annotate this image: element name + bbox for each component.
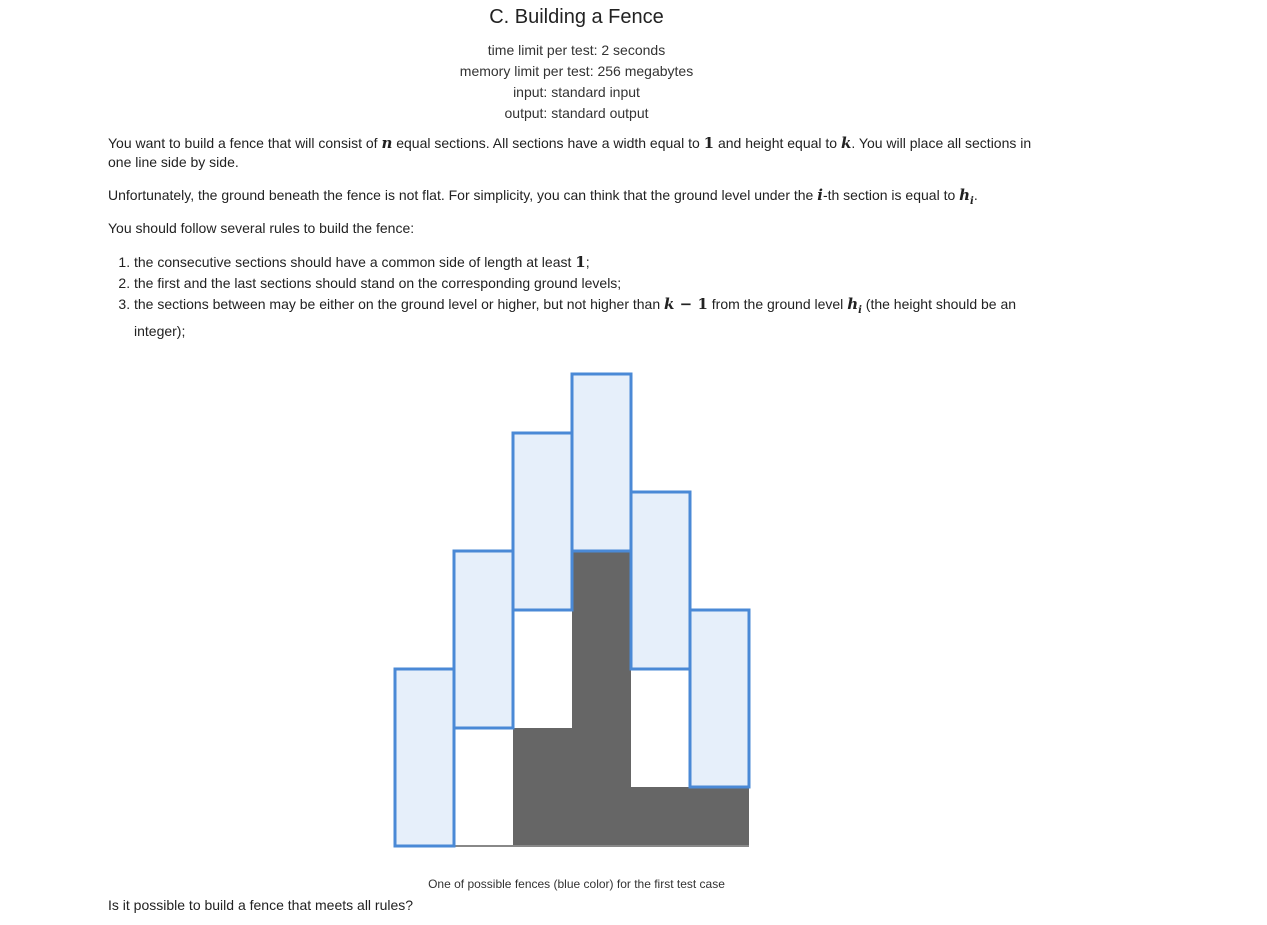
fence-section	[513, 433, 572, 610]
text-run: the sections between may be either on the ground level or higher, but not higher than	[134, 296, 665, 312]
math-n: n	[381, 134, 393, 152]
text-run: equal sections. All sections have a width equal to	[392, 135, 704, 151]
fence-section	[631, 492, 690, 669]
math-one: 1	[703, 134, 715, 152]
problem-title: C. Building a Fence	[489, 6, 664, 28]
text-run: -th section is equal to	[822, 187, 960, 203]
fence-section	[690, 610, 749, 787]
memory-limit: memory limit per test: 256 megabytes	[459, 63, 694, 79]
text-run: Unfortunately, the ground beneath the fence is not flat. For simplicity, you can think that the ground level under the	[108, 187, 818, 203]
fence-section	[395, 669, 454, 846]
ground-block	[572, 551, 631, 846]
ground-block	[631, 787, 690, 846]
time-limit: time limit per test: 2 seconds	[487, 42, 666, 58]
text-run: the consecutive sections should have a common side of length at least	[134, 254, 576, 270]
text-run: You want to build a fence that will consist of	[108, 135, 382, 151]
statement-paragraph-3: You should follow several rules to build the fence:	[108, 220, 415, 236]
rule-1	[134, 252, 1064, 273]
fence-section	[572, 374, 631, 551]
statement-paragraph-1	[108, 134, 1038, 172]
math-one: 1	[697, 295, 708, 313]
math-k: k	[664, 295, 675, 313]
math-sub-i: i	[858, 304, 862, 316]
fence-diagram	[380, 360, 770, 860]
figure-caption: One of possible fences (blue color) for the first test case	[428, 877, 725, 891]
ground-block	[513, 728, 572, 846]
math-one: 1	[575, 253, 586, 271]
rules-list	[108, 252, 1064, 342]
math-i: i	[817, 186, 823, 204]
statement-paragraph-2	[108, 186, 1038, 211]
math-minus: −	[674, 295, 698, 313]
math-sub-i: i	[970, 195, 974, 207]
problem-header	[0, 0, 1153, 124]
text-run: (the height should be an integer);	[134, 296, 1017, 339]
math-k: k	[840, 134, 852, 152]
question-text: Is it possible to build a fence that meets all rules?	[108, 897, 414, 913]
text-run: and height equal to	[714, 135, 841, 151]
math-h: h	[959, 186, 971, 204]
fence-section	[454, 551, 513, 728]
fence-figure	[380, 360, 770, 865]
text-run: ;	[585, 254, 590, 270]
output-spec: output: standard output	[504, 105, 649, 121]
problem-limits	[0, 40, 1153, 124]
input-spec: input: standard input	[513, 84, 640, 100]
ground-block	[690, 787, 749, 846]
rule-3	[134, 294, 1064, 342]
rule-2: 2. the first and the last sections should stand on the corresponding ground levels;	[134, 273, 1064, 294]
math-h: h	[847, 295, 859, 313]
text-run: . You will place all sections in one line side by side.	[108, 135, 1032, 170]
text-run: .	[973, 187, 978, 203]
text-run: from the ground level	[707, 296, 848, 312]
